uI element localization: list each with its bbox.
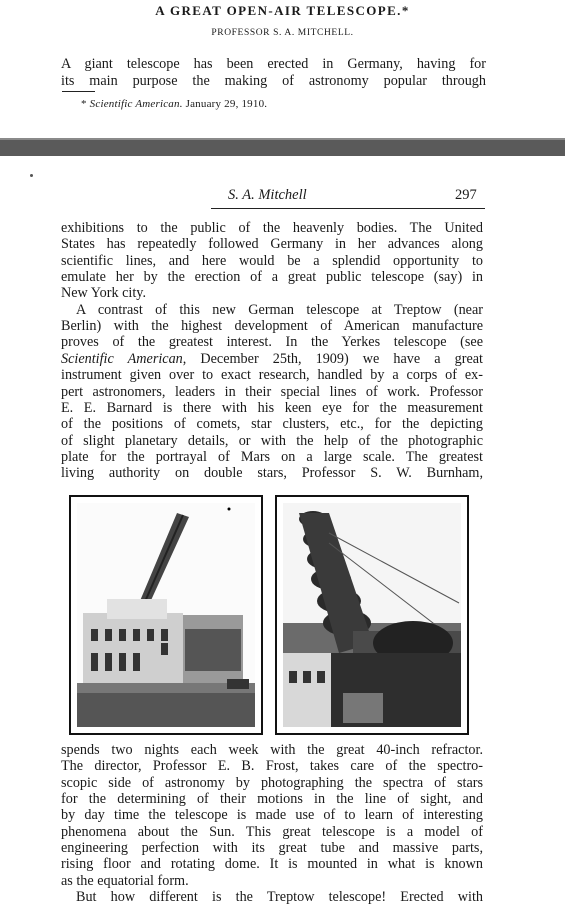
- body-text-line: New York city.: [61, 285, 146, 302]
- body-text-line: A contrast of this new German telescope at Treptow (near: [76, 301, 483, 318]
- body-text-line: E. E. Barnard is there with his keen eye for the measurement: [61, 399, 483, 416]
- photo-treptow-telescope-tube: [275, 495, 469, 735]
- journal-title: Scientific American: [61, 350, 183, 367]
- article-title: A GREAT OPEN-AIR TELESCOPE.*: [155, 3, 410, 18]
- body-text-line: pert astronomers, leaders in their special lines of work. Professor: [61, 383, 483, 400]
- body-text-line: by day time the telescope is made use of to learn of interesting: [61, 807, 483, 824]
- body-text-line: Scientific American, December 25th, 1909) we have a great: [61, 350, 483, 367]
- body-text-line: spends two nights each week with the great 40-inch refractor.: [61, 742, 483, 758]
- header-rule: [211, 208, 485, 209]
- page-number: 297: [455, 187, 477, 203]
- footnote-date: January 29, 1910.: [182, 98, 268, 110]
- body-text-line: emulate her by the erection of a great public telescope (say) in: [61, 269, 483, 286]
- body-text-line: of slight planetary details, or with the help of the photographic: [61, 432, 483, 449]
- intro-line-2: its main purpose the making of astronomy popular through: [61, 73, 486, 89]
- body-text-line: But how different is the Treptow telescope! Erected with: [76, 889, 483, 906]
- previous-page-fragment: [0, 0, 565, 138]
- page-break-divider: [0, 138, 565, 156]
- body-text-line: as the equatorial form.: [61, 872, 189, 889]
- telescope-tube-image: [283, 503, 461, 727]
- running-head-author: S. A. Mitchell: [228, 187, 307, 203]
- body-text-line: of the positions of comets, star clusters, etc., for the depicting: [61, 416, 483, 433]
- body-text-line: proves of the greatest interest. In the Yerkes telescope (see: [61, 334, 483, 351]
- body-text-line: States has repeatedly followed Germany in her advances along: [61, 236, 483, 253]
- body-text-line: scopic side of astronomy by photographing the spectra of stars: [61, 774, 483, 791]
- photo-treptow-telescope-exterior: [69, 495, 263, 735]
- body-text-line: The director, Professor E. B. Frost, takes care of the spectro-: [61, 758, 483, 775]
- body-text-line: scientific lines, and here would be a splendid opportunity to: [61, 252, 483, 269]
- article-author: PROFESSOR S. A. MITCHELL.: [211, 28, 354, 38]
- body-text-line: instrument given over to exact research, handled by a corps of ex-: [61, 367, 483, 384]
- speck: [30, 174, 33, 177]
- body-text-line: rising floor and rotating dome. It is mounted in what is known: [61, 856, 483, 873]
- footnote: [81, 98, 267, 110]
- intro-line-1: A giant telescope has been erected in Germany, having for: [61, 56, 486, 72]
- footnote-source: Scientific American.: [89, 98, 183, 110]
- footnote-rule: [62, 91, 95, 92]
- body-text-line: living authority on double stars, Professor S. W. Burnham,: [61, 465, 483, 482]
- footnote-marker: *: [81, 98, 90, 110]
- body-text-line: for the determining of their motions in the line of sight, and: [61, 791, 483, 808]
- body-text-line: engineering perfection with its great tube and massive parts,: [61, 840, 483, 857]
- body-text-line: phenomena about the Sun. This great telescope is a model of: [61, 823, 483, 840]
- body-text-line: exhibitions to the public of the heavenly bodies. The United: [61, 220, 483, 236]
- treptow-building-image: [77, 503, 255, 727]
- body-text-line: plate for the portrayal of Mars on a large scale. The greatest: [61, 448, 483, 465]
- body-text-line: Berlin) with the highest development of American manufacture: [61, 318, 483, 335]
